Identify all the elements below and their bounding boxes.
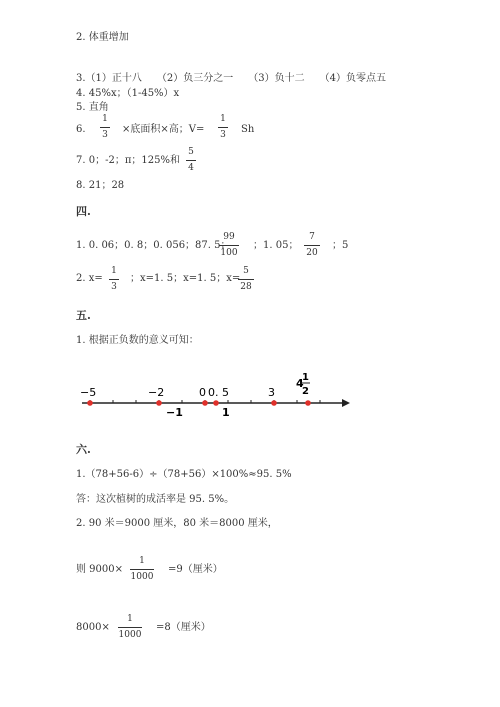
answer-6-2: 2. 90 米＝9000 厘米，80 米＝8000 厘米， [76, 518, 278, 529]
answer-3-6-suffix: Sh [241, 124, 255, 135]
answer-4-1: 1. 0. 06；0. 8；0. 056；87. 5； [76, 240, 231, 251]
answer-3-8: 8. 21；28 [76, 180, 125, 191]
point-neg2 [156, 400, 162, 406]
answer-3-5: 5. 直角 [76, 102, 109, 113]
fraction: 99 100 [220, 232, 238, 258]
answer-3-6-prefix: 6. [76, 124, 86, 135]
answer-3-2: 2. 体重增加 [76, 32, 129, 43]
answer-4-2-prefix: 2. x= [76, 273, 103, 284]
label-neg2: −2 [148, 386, 165, 399]
fraction: 1 3 [100, 114, 110, 141]
label-3: 3 [268, 386, 275, 399]
answer-6-2-calc-1: 则 9000× [76, 564, 124, 575]
answer-6-2-calc-2-result: =8（厘米） [156, 622, 211, 633]
answer-5-1: 1. 根据正负数的意义可知： [76, 335, 199, 346]
answer-4-1-tail: ；5 [332, 240, 349, 251]
label-mixed-whole: 4 [296, 377, 304, 390]
answer-6-2-calc-1-result: =9（厘米） [168, 564, 223, 575]
label-neg1: −1 [166, 406, 183, 419]
fraction: 1 3 [218, 114, 228, 141]
fraction: 1 1000 [118, 614, 142, 640]
label-0: 0 [199, 386, 206, 399]
answer-3-7: 7. 0；-2；π；125%和 [76, 155, 180, 166]
answer-6-1: 1.（78+56-6）÷（78+56）×100%≈95. 5% [76, 469, 292, 480]
fraction: 1 1000 [130, 556, 154, 582]
label-1: 1 [222, 406, 230, 419]
label-mixed-denominator: 2 [302, 386, 309, 397]
section-heading-6: 六. [76, 443, 91, 456]
arrow-icon [342, 399, 350, 407]
number-line [0, 368, 500, 428]
fraction: 7 20 [304, 232, 320, 259]
answer-4-1-separator: ；1. 05； [253, 240, 299, 251]
label-neg5: −5 [80, 386, 97, 399]
point-4-1-2 [305, 400, 311, 406]
fraction: 5 28 [238, 266, 254, 293]
point-3 [271, 400, 277, 406]
label-0-5: 0. 5 [208, 386, 229, 399]
point-0 [202, 400, 208, 406]
answer-6-2-calc-2: 8000× [76, 622, 110, 633]
answer-3-6-middle: ×底面积×高；V= [122, 124, 205, 135]
section-heading-5: 五. [76, 309, 91, 322]
fraction: 5 4 [186, 147, 196, 174]
point-neg5 [87, 400, 93, 406]
section-heading-4: 四. [76, 205, 91, 218]
answer-3-4: 4. 45%x；（1-45%）x [76, 88, 180, 99]
fraction: 1 3 [109, 266, 119, 293]
answer-3-3: 3.（1）正十八 （2）负三分之一 （3）负十二 （4）负零点五 [76, 73, 386, 84]
answer-6-1-conclusion: 答：这次植树的成活率是 95. 5%。 [76, 494, 235, 505]
point-0-5 [213, 400, 219, 406]
label-mixed-numerator: 1 [302, 372, 309, 383]
answer-4-2-middle: ；x=1. 5；x=1. 5；x= [130, 273, 241, 284]
